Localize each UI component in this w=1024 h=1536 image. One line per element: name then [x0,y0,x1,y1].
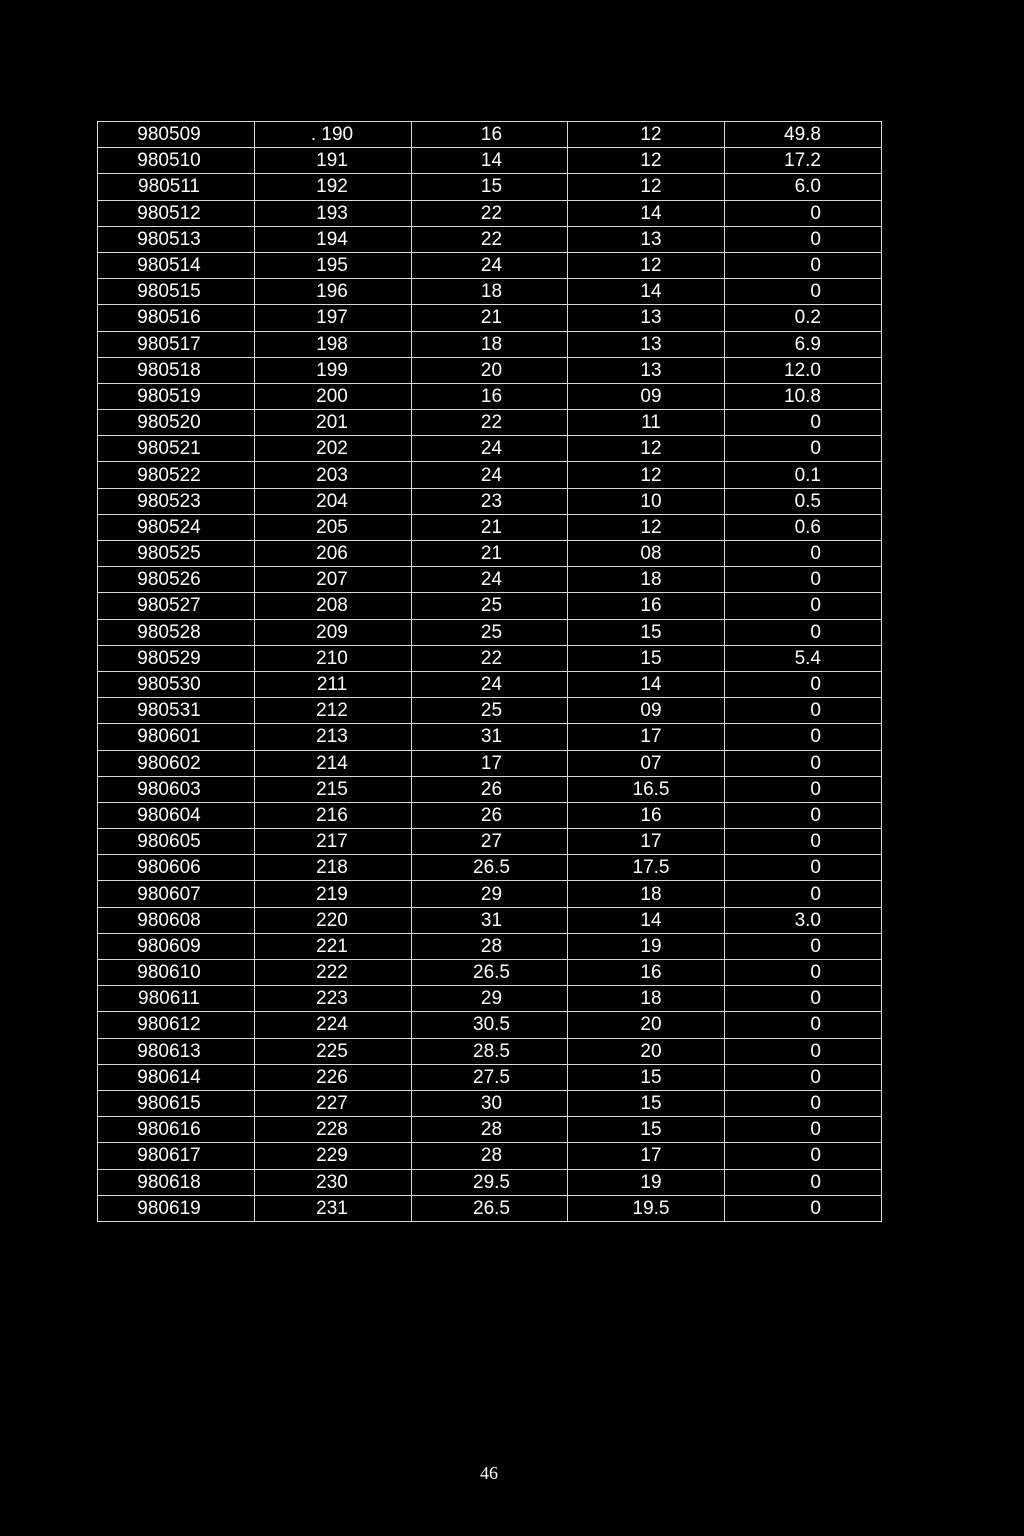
amount-cell: 0 [725,960,882,986]
day-number-cell: 192 [255,174,412,200]
min-value-cell: 08 [568,541,725,567]
day-number-cell: 231 [255,1195,412,1221]
min-value-cell: 16.5 [568,776,725,802]
amount-cell: 0 [725,829,882,855]
table-row [98,279,882,305]
date-cell: 980617 [98,1143,255,1169]
amount-cell: 0 [725,1038,882,1064]
date-cell: 980511 [98,174,255,200]
date-cell: 980519 [98,383,255,409]
date-cell: 980602 [98,750,255,776]
table-row [98,252,882,278]
table-row [98,960,882,986]
date-cell: 980521 [98,436,255,462]
min-value-cell: 07 [568,750,725,776]
date-cell: 980604 [98,802,255,828]
table-row [98,122,882,148]
max-value-cell: 21 [412,305,568,331]
amount-cell: 0 [725,986,882,1012]
date-cell: 980516 [98,305,255,331]
date-cell: 980525 [98,541,255,567]
day-number-cell: 202 [255,436,412,462]
amount-cell: 12.0 [725,357,882,383]
amount-cell: 0.2 [725,305,882,331]
max-value-cell: 31 [412,907,568,933]
day-number-cell: . 190 [255,122,412,148]
max-value-cell: 21 [412,514,568,540]
date-cell: 980606 [98,855,255,881]
max-value-cell: 25 [412,619,568,645]
amount-cell: 17.2 [725,148,882,174]
amount-cell: 0 [725,279,882,305]
max-value-cell: 29.5 [412,1169,568,1195]
max-value-cell: 30 [412,1090,568,1116]
amount-cell: 3.0 [725,907,882,933]
max-value-cell: 14 [412,148,568,174]
date-cell: 980608 [98,907,255,933]
day-number-cell: 221 [255,933,412,959]
max-value-cell: 16 [412,122,568,148]
max-value-cell: 28.5 [412,1038,568,1064]
amount-cell: 0 [725,541,882,567]
day-number-cell: 200 [255,383,412,409]
table-row [98,383,882,409]
max-value-cell: 27.5 [412,1064,568,1090]
max-value-cell: 22 [412,226,568,252]
min-value-cell: 15 [568,1064,725,1090]
max-value-cell: 24 [412,567,568,593]
table-row [98,1169,882,1195]
day-number-cell: 229 [255,1143,412,1169]
table-row [98,933,882,959]
min-value-cell: 17 [568,724,725,750]
min-value-cell: 12 [568,174,725,200]
day-number-cell: 212 [255,698,412,724]
page-number-text: 46 [480,1463,498,1483]
day-number-cell: 219 [255,881,412,907]
amount-cell: 0 [725,593,882,619]
max-value-cell: 29 [412,986,568,1012]
table-row [98,200,882,226]
min-value-cell: 17 [568,829,725,855]
day-number-cell: 194 [255,226,412,252]
amount-cell: 0 [725,200,882,226]
min-value-cell: 15 [568,1090,725,1116]
max-value-cell: 24 [412,462,568,488]
min-value-cell: 20 [568,1012,725,1038]
table-row [98,671,882,697]
table-row [98,776,882,802]
amount-cell: 0 [725,933,882,959]
date-cell: 980523 [98,488,255,514]
amount-cell: 0 [725,1064,882,1090]
date-cell: 980619 [98,1195,255,1221]
date-cell: 980616 [98,1117,255,1143]
day-number-cell: 224 [255,1012,412,1038]
amount-cell: 0 [725,1117,882,1143]
day-number-cell: 201 [255,410,412,436]
table-body [98,122,882,1222]
max-value-cell: 26.5 [412,960,568,986]
day-number-cell: 208 [255,593,412,619]
date-cell: 980605 [98,829,255,855]
amount-cell: 0 [725,226,882,252]
date-cell: 980611 [98,986,255,1012]
max-value-cell: 28 [412,933,568,959]
day-number-cell: 203 [255,462,412,488]
day-number-cell: 225 [255,1038,412,1064]
max-value-cell: 29 [412,881,568,907]
min-value-cell: 12 [568,514,725,540]
day-number-cell: 220 [255,907,412,933]
min-value-cell: 17.5 [568,855,725,881]
date-cell: 980612 [98,1012,255,1038]
table-row [98,174,882,200]
table-row [98,462,882,488]
date-cell: 980529 [98,645,255,671]
min-value-cell: 11 [568,410,725,436]
table-row [98,855,882,881]
table-row [98,357,882,383]
max-value-cell: 26.5 [412,1195,568,1221]
table-row [98,541,882,567]
amount-cell: 0 [725,619,882,645]
data-table [97,121,882,1222]
max-value-cell: 25 [412,593,568,619]
min-value-cell: 19.5 [568,1195,725,1221]
max-value-cell: 30.5 [412,1012,568,1038]
amount-cell: 10.8 [725,383,882,409]
amount-cell: 0 [725,881,882,907]
table-row [98,226,882,252]
table-row [98,1064,882,1090]
table-row [98,829,882,855]
amount-cell: 0 [725,1090,882,1116]
table-row [98,331,882,357]
min-value-cell: 15 [568,619,725,645]
min-value-cell: 15 [568,1117,725,1143]
min-value-cell: 13 [568,331,725,357]
day-number-cell: 196 [255,279,412,305]
date-cell: 980518 [98,357,255,383]
day-number-cell: 199 [255,357,412,383]
max-value-cell: 26 [412,802,568,828]
min-value-cell: 14 [568,200,725,226]
table-row [98,802,882,828]
amount-cell: 0 [725,410,882,436]
date-cell: 980522 [98,462,255,488]
min-value-cell: 13 [568,305,725,331]
table-row [98,1195,882,1221]
date-cell: 980615 [98,1090,255,1116]
amount-cell: 0 [725,252,882,278]
date-cell: 980607 [98,881,255,907]
date-cell: 980614 [98,1064,255,1090]
table-row [98,1012,882,1038]
table-row [98,514,882,540]
amount-cell: 0 [725,567,882,593]
max-value-cell: 27 [412,829,568,855]
max-value-cell: 20 [412,357,568,383]
date-cell: 980527 [98,593,255,619]
day-number-cell: 223 [255,986,412,1012]
min-value-cell: 12 [568,148,725,174]
min-value-cell: 10 [568,488,725,514]
amount-cell: 5.4 [725,645,882,671]
table-row [98,986,882,1012]
day-number-cell: 211 [255,671,412,697]
day-number-cell: 216 [255,802,412,828]
max-value-cell: 17 [412,750,568,776]
date-cell: 980524 [98,514,255,540]
day-number-cell: 195 [255,252,412,278]
date-cell: 980618 [98,1169,255,1195]
min-value-cell: 09 [568,698,725,724]
min-value-cell: 19 [568,1169,725,1195]
min-value-cell: 16 [568,802,725,828]
day-number-cell: 226 [255,1064,412,1090]
min-value-cell: 17 [568,1143,725,1169]
day-number-cell: 214 [255,750,412,776]
max-value-cell: 22 [412,645,568,671]
date-cell: 980528 [98,619,255,645]
amount-cell: 0 [725,1169,882,1195]
table-row [98,567,882,593]
amount-cell: 0 [725,855,882,881]
amount-cell: 0 [725,1143,882,1169]
min-value-cell: 18 [568,881,725,907]
table-row [98,148,882,174]
max-value-cell: 18 [412,279,568,305]
table-row [98,698,882,724]
min-value-cell: 19 [568,933,725,959]
max-value-cell: 22 [412,410,568,436]
max-value-cell: 26 [412,776,568,802]
date-cell: 980531 [98,698,255,724]
amount-cell: 0.5 [725,488,882,514]
min-value-cell: 15 [568,645,725,671]
min-value-cell: 18 [568,567,725,593]
day-number-cell: 230 [255,1169,412,1195]
table-row [98,750,882,776]
max-value-cell: 24 [412,252,568,278]
date-cell: 980613 [98,1038,255,1064]
date-cell: 980609 [98,933,255,959]
page-number [0,1463,1024,1484]
min-value-cell: 09 [568,383,725,409]
min-value-cell: 13 [568,226,725,252]
date-cell: 980610 [98,960,255,986]
day-number-cell: 207 [255,567,412,593]
max-value-cell: 31 [412,724,568,750]
date-cell: 980520 [98,410,255,436]
date-cell: 980530 [98,671,255,697]
max-value-cell: 21 [412,541,568,567]
date-cell: 980517 [98,331,255,357]
date-cell: 980513 [98,226,255,252]
day-number-cell: 213 [255,724,412,750]
min-value-cell: 12 [568,122,725,148]
amount-cell: 6.9 [725,331,882,357]
day-number-cell: 215 [255,776,412,802]
max-value-cell: 18 [412,331,568,357]
amount-cell: 0 [725,698,882,724]
max-value-cell: 25 [412,698,568,724]
table-row [98,1117,882,1143]
min-value-cell: 12 [568,462,725,488]
min-value-cell: 12 [568,436,725,462]
max-value-cell: 23 [412,488,568,514]
date-cell: 980515 [98,279,255,305]
max-value-cell: 24 [412,671,568,697]
table-row [98,1090,882,1116]
table-row [98,724,882,750]
max-value-cell: 28 [412,1117,568,1143]
table-row [98,645,882,671]
max-value-cell: 22 [412,200,568,226]
amount-cell: 0 [725,1195,882,1221]
date-cell: 980510 [98,148,255,174]
min-value-cell: 13 [568,357,725,383]
amount-cell: 0 [725,436,882,462]
date-cell: 980512 [98,200,255,226]
min-value-cell: 16 [568,593,725,619]
min-value-cell: 12 [568,252,725,278]
day-number-cell: 193 [255,200,412,226]
date-cell: 980509 [98,122,255,148]
max-value-cell: 16 [412,383,568,409]
amount-cell: 0 [725,750,882,776]
min-value-cell: 14 [568,671,725,697]
table-row [98,593,882,619]
min-value-cell: 20 [568,1038,725,1064]
date-cell: 980603 [98,776,255,802]
min-value-cell: 18 [568,986,725,1012]
day-number-cell: 205 [255,514,412,540]
amount-cell: 0 [725,802,882,828]
amount-cell: 0 [725,1012,882,1038]
min-value-cell: 16 [568,960,725,986]
max-value-cell: 26.5 [412,855,568,881]
day-number-cell: 227 [255,1090,412,1116]
day-number-cell: 217 [255,829,412,855]
amount-cell: 0.1 [725,462,882,488]
day-number-cell: 209 [255,619,412,645]
day-number-cell: 222 [255,960,412,986]
max-value-cell: 15 [412,174,568,200]
amount-cell: 0 [725,776,882,802]
max-value-cell: 24 [412,436,568,462]
amount-cell: 0.6 [725,514,882,540]
day-number-cell: 218 [255,855,412,881]
day-number-cell: 206 [255,541,412,567]
min-value-cell: 14 [568,907,725,933]
amount-cell: 49.8 [725,122,882,148]
table-row [98,619,882,645]
table-row [98,436,882,462]
max-value-cell: 28 [412,1143,568,1169]
date-cell: 980514 [98,252,255,278]
table-row [98,881,882,907]
table-row [98,488,882,514]
day-number-cell: 204 [255,488,412,514]
amount-cell: 6.0 [725,174,882,200]
day-number-cell: 197 [255,305,412,331]
day-number-cell: 210 [255,645,412,671]
date-cell: 980601 [98,724,255,750]
table-row [98,907,882,933]
amount-cell: 0 [725,724,882,750]
table-row [98,410,882,436]
table-row [98,1143,882,1169]
date-cell: 980526 [98,567,255,593]
amount-cell: 0 [725,671,882,697]
day-number-cell: 191 [255,148,412,174]
day-number-cell: 228 [255,1117,412,1143]
min-value-cell: 14 [568,279,725,305]
table-row [98,305,882,331]
table-row [98,1038,882,1064]
day-number-cell: 198 [255,331,412,357]
